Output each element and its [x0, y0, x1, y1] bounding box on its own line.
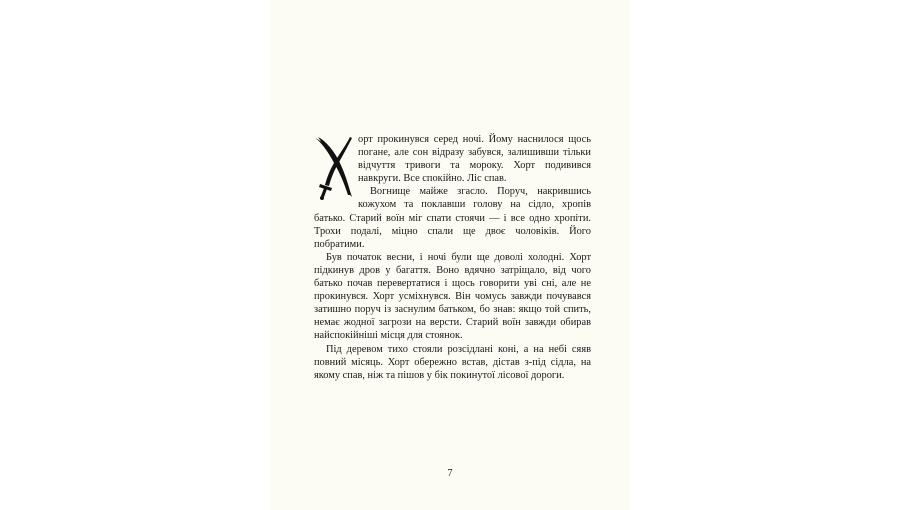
- page-number: 7: [447, 468, 453, 479]
- paragraph-3: Був початок весни, і ночі були ще доволі холодні. Хорт підкинув дров у багаття. Воно вдячно затріщало, від чого батько почав перевертатися і щось говорити уві сні, але не прокинувся. Хорт усміхнувся. Він чомусь завжди почувався затишно поруч із заснулим батьком, бо знав: якщо той спить, немає жодної загрози на версти. Старий воїн завжди обирав найспокійніші місця для стоянок.: [314, 251, 591, 342]
- paragraph-1-text: орт прокинувся серед ночі. Йому наснилося щось погане, але сон відразу забувся, залишивши тільки відчуття тривоги та мороку. Хорт подивився навкруги. Все спокійно. Ліс спав.: [358, 134, 591, 185]
- body-text: [314, 133, 591, 382]
- book-page: [270, 0, 630, 510]
- drop-cap-sabre-letter: [312, 135, 354, 201]
- crossed-sabres-icon: [312, 135, 354, 201]
- paragraph-4: Під деревом тихо стояли розсідлані коні, а на небі сяяв повний місяць. Хорт обережно встав, дістав з-під сідла, на якому спав, ніж та пішов у бік покинутої лісової дороги.: [314, 343, 591, 381]
- paragraph-2: Вогнище майже згасло. Поруч, накрившись кожухом та поклавши голову на сідло, хропів батько. Старий воїн міг спати стоячи — і все одно хропіти. Трохи подалі, міцно спали ще двоє чоловіків. Його побратими.: [314, 186, 591, 250]
- paragraph-1: [314, 133, 591, 185]
